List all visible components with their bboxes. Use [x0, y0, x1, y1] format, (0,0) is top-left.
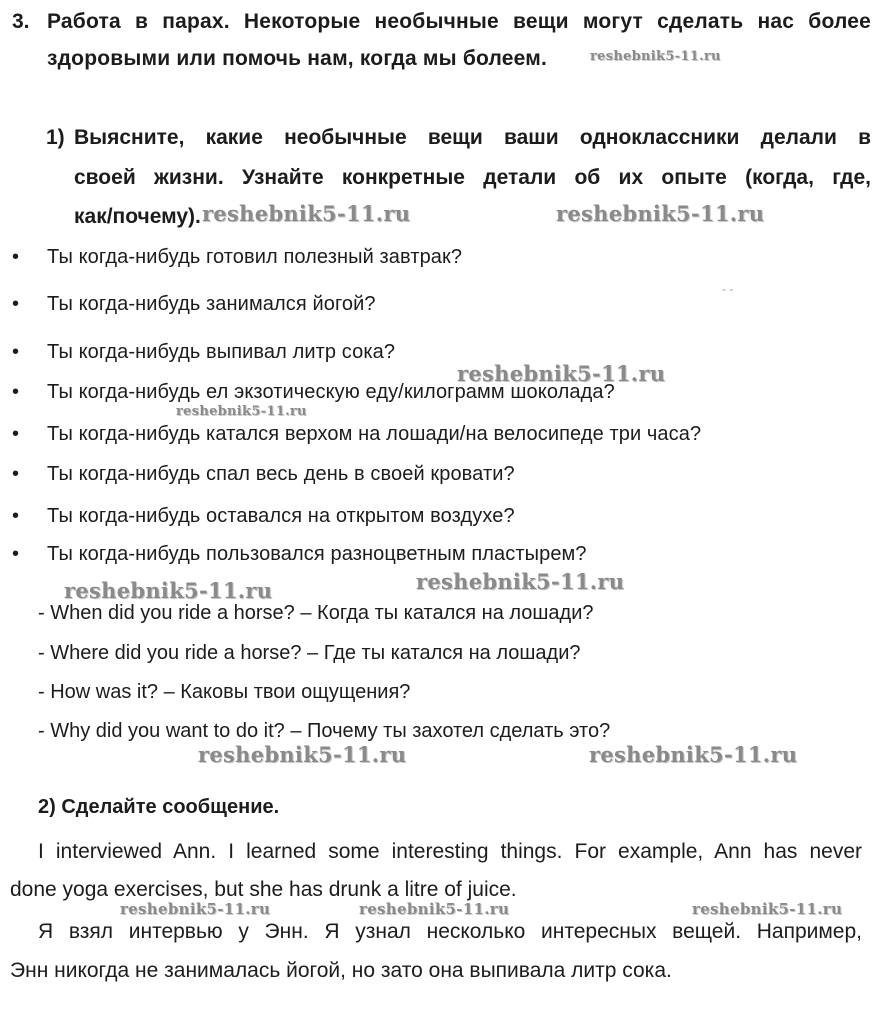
russian-paragraph-line-2: Энн никогда не занималась йогой, но зато она выпивала литр сока.	[10, 959, 672, 982]
stray-dots: - -	[722, 282, 734, 296]
subtask-2-title: 2) Сделайте сообщение.	[38, 796, 280, 818]
list-item: Ты когда-нибудь пользовался разноцветным пластырем?	[47, 543, 587, 565]
list-item: Ты когда-нибудь занимался йогой?	[47, 293, 376, 315]
bullet-icon: •	[12, 293, 20, 315]
bullet-icon: •	[12, 463, 20, 485]
watermark: reshebnik5-11.ru	[589, 742, 798, 767]
list-item: Ты когда-нибудь спал весь день в своей кровати?	[47, 463, 515, 485]
list-item: Ты когда-нибудь катался верхом на лошади/на велосипеде три часа?	[47, 423, 702, 445]
task-heading-line-1: Работа в парах. Некоторые необычные вещи могут сделать нас более	[47, 10, 871, 33]
watermark: reshebnik5-11.ru	[556, 201, 765, 226]
bullet-icon: •	[12, 381, 20, 403]
subtask-1-line-1: Выясните, какие необычные вещи ваши одноклассники делали в	[74, 126, 871, 149]
english-paragraph-line-2: done yoga exercises, but she has drunk a litre of juice.	[10, 878, 517, 901]
dialog-line: - Why did you want to do it? – Почему ты захотел сделать это?	[38, 720, 611, 742]
subtask-1-line-2: своей жизни. Узнайте конкретные детали об их опыте (когда, где,	[74, 166, 871, 189]
watermark: reshebnik5-11.ru	[359, 900, 510, 918]
english-paragraph-line-1: I interviewed Ann. I learned some interesting things. For example, Ann has never	[38, 840, 862, 863]
list-item: Ты когда-нибудь готовил полезный завтрак?	[47, 246, 463, 268]
bullet-icon: •	[12, 505, 20, 527]
watermark: reshebnik5-11.ru	[120, 900, 271, 918]
watermark: reshebnik5-11.ru	[590, 49, 721, 64]
watermark: reshebnik5-11.ru	[64, 578, 273, 603]
task-heading-line-2: здоровыми или помочь нам, когда мы болеем.	[47, 47, 548, 70]
bullet-icon: •	[12, 341, 20, 363]
watermark: reshebnik5-11.ru	[202, 201, 411, 226]
russian-paragraph-line-1: Я взял интервью у Энн. Я узнал несколько интересных вещей. Например,	[38, 920, 862, 943]
subtask-1-number: 1)	[46, 126, 65, 149]
watermark: reshebnik5-11.ru	[416, 569, 625, 594]
list-item: Ты когда-нибудь оставался на открытом воздухе?	[47, 505, 515, 527]
watermark: reshebnik5-11.ru	[457, 361, 666, 386]
dialog-line: - How was it? – Каковы твои ощущения?	[38, 681, 411, 703]
list-item: Ты когда-нибудь выпивал литр сока?	[47, 341, 396, 363]
dialog-line: - When did you ride a horse? – Когда ты катался на лошади?	[38, 602, 594, 624]
watermark: reshebnik5-11.ru	[176, 404, 307, 419]
dialog-line: - Where did you ride a horse? – Где ты катался на лошади?	[38, 642, 581, 664]
bullet-icon: •	[12, 423, 20, 445]
subtask-1-line-3: как/почему).	[74, 205, 201, 228]
watermark: reshebnik5-11.ru	[198, 742, 407, 767]
task-number: 3.	[12, 10, 30, 33]
list-item: Ты когда-нибудь ел экзотическую еду/килограмм шоколада?	[47, 381, 615, 403]
bullet-icon: •	[12, 543, 20, 565]
watermark: reshebnik5-11.ru	[692, 900, 843, 918]
bullet-icon: •	[12, 246, 20, 268]
